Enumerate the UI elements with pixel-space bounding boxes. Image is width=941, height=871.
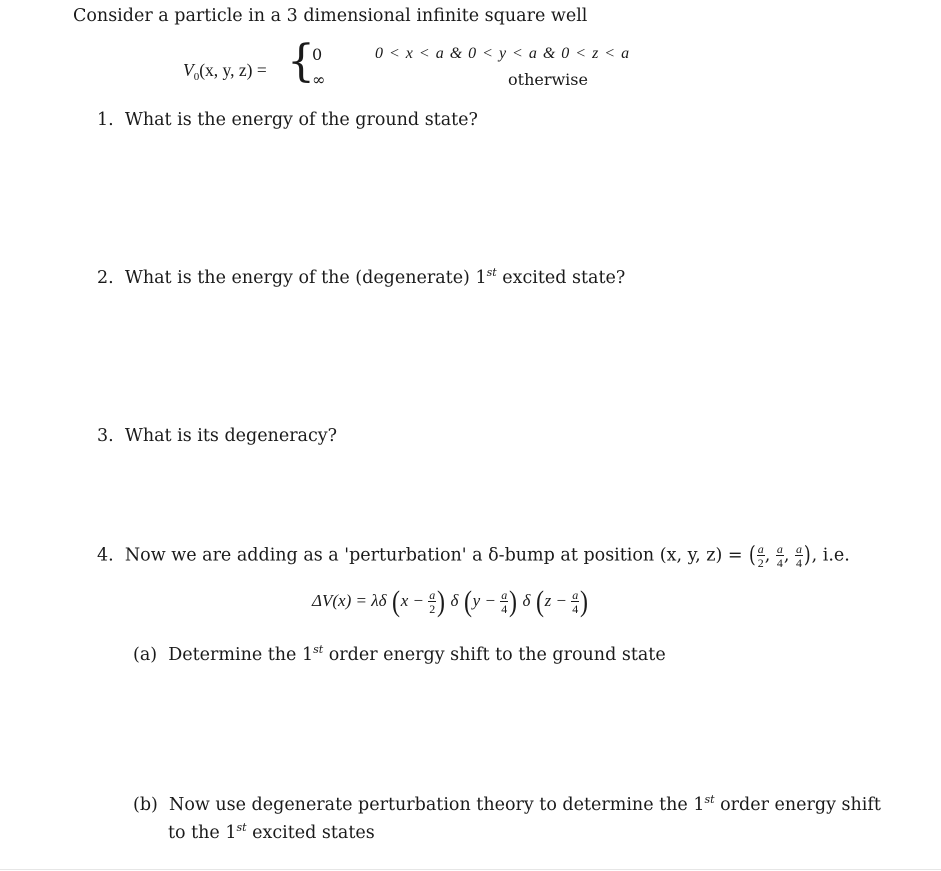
question-4a: (a) Determine the 1st order energy shift to the ground state: [133, 643, 666, 665]
page-bottom-divider: [0, 869, 941, 870]
cases-brace: {: [287, 36, 315, 87]
pos-frac-z: $\frac{a}{4}$: [796, 542, 803, 570]
question-4b-line2: to the 1st excited states: [168, 821, 375, 843]
case1-value: 0: [312, 45, 323, 64]
pos-frac-y: $\frac{a}{4}$: [776, 542, 783, 570]
potential-lhs: $V_0(x$, y, z) =: [183, 60, 267, 83]
perturbation-equation: ΔV(x) = λδ (x − $\frac{a}{2}$ ) δ (y − $\frac{a}{4}$ ) δ (z − $\frac{a}{4}$ ): [312, 585, 589, 618]
question-4b-line1: (b) Now use degenerate perturbation theory to determine the 1st order energy shift: [133, 793, 881, 815]
case1-condition: 0 < x < a & 0 < y < a & 0 < z < a: [375, 45, 630, 62]
question-1: 1. What is the energy of the ground state?: [97, 110, 478, 130]
case2-condition: otherwise: [508, 70, 588, 89]
case2-value: ∞: [312, 70, 326, 89]
question-3: 3. What is its degeneracy?: [97, 426, 338, 446]
question-2: 2. What is the energy of the (degenerate) 1st excited state?: [97, 266, 626, 288]
question-4: 4. Now we are adding as a 'perturbation' a δ-bump at position (x, y, z) = ( $\frac{a}{2}$ , $\frac{a}{4}$ , $\frac{a}{4}$ ), i.e.: [97, 542, 850, 570]
equation-lhs: ΔV(x) = λδ: [312, 590, 387, 610]
intro-text: Consider a particle in a 3 dimensional infinite square well: [73, 6, 588, 26]
pos-frac-x: $\frac{a}{2}$: [757, 542, 764, 570]
